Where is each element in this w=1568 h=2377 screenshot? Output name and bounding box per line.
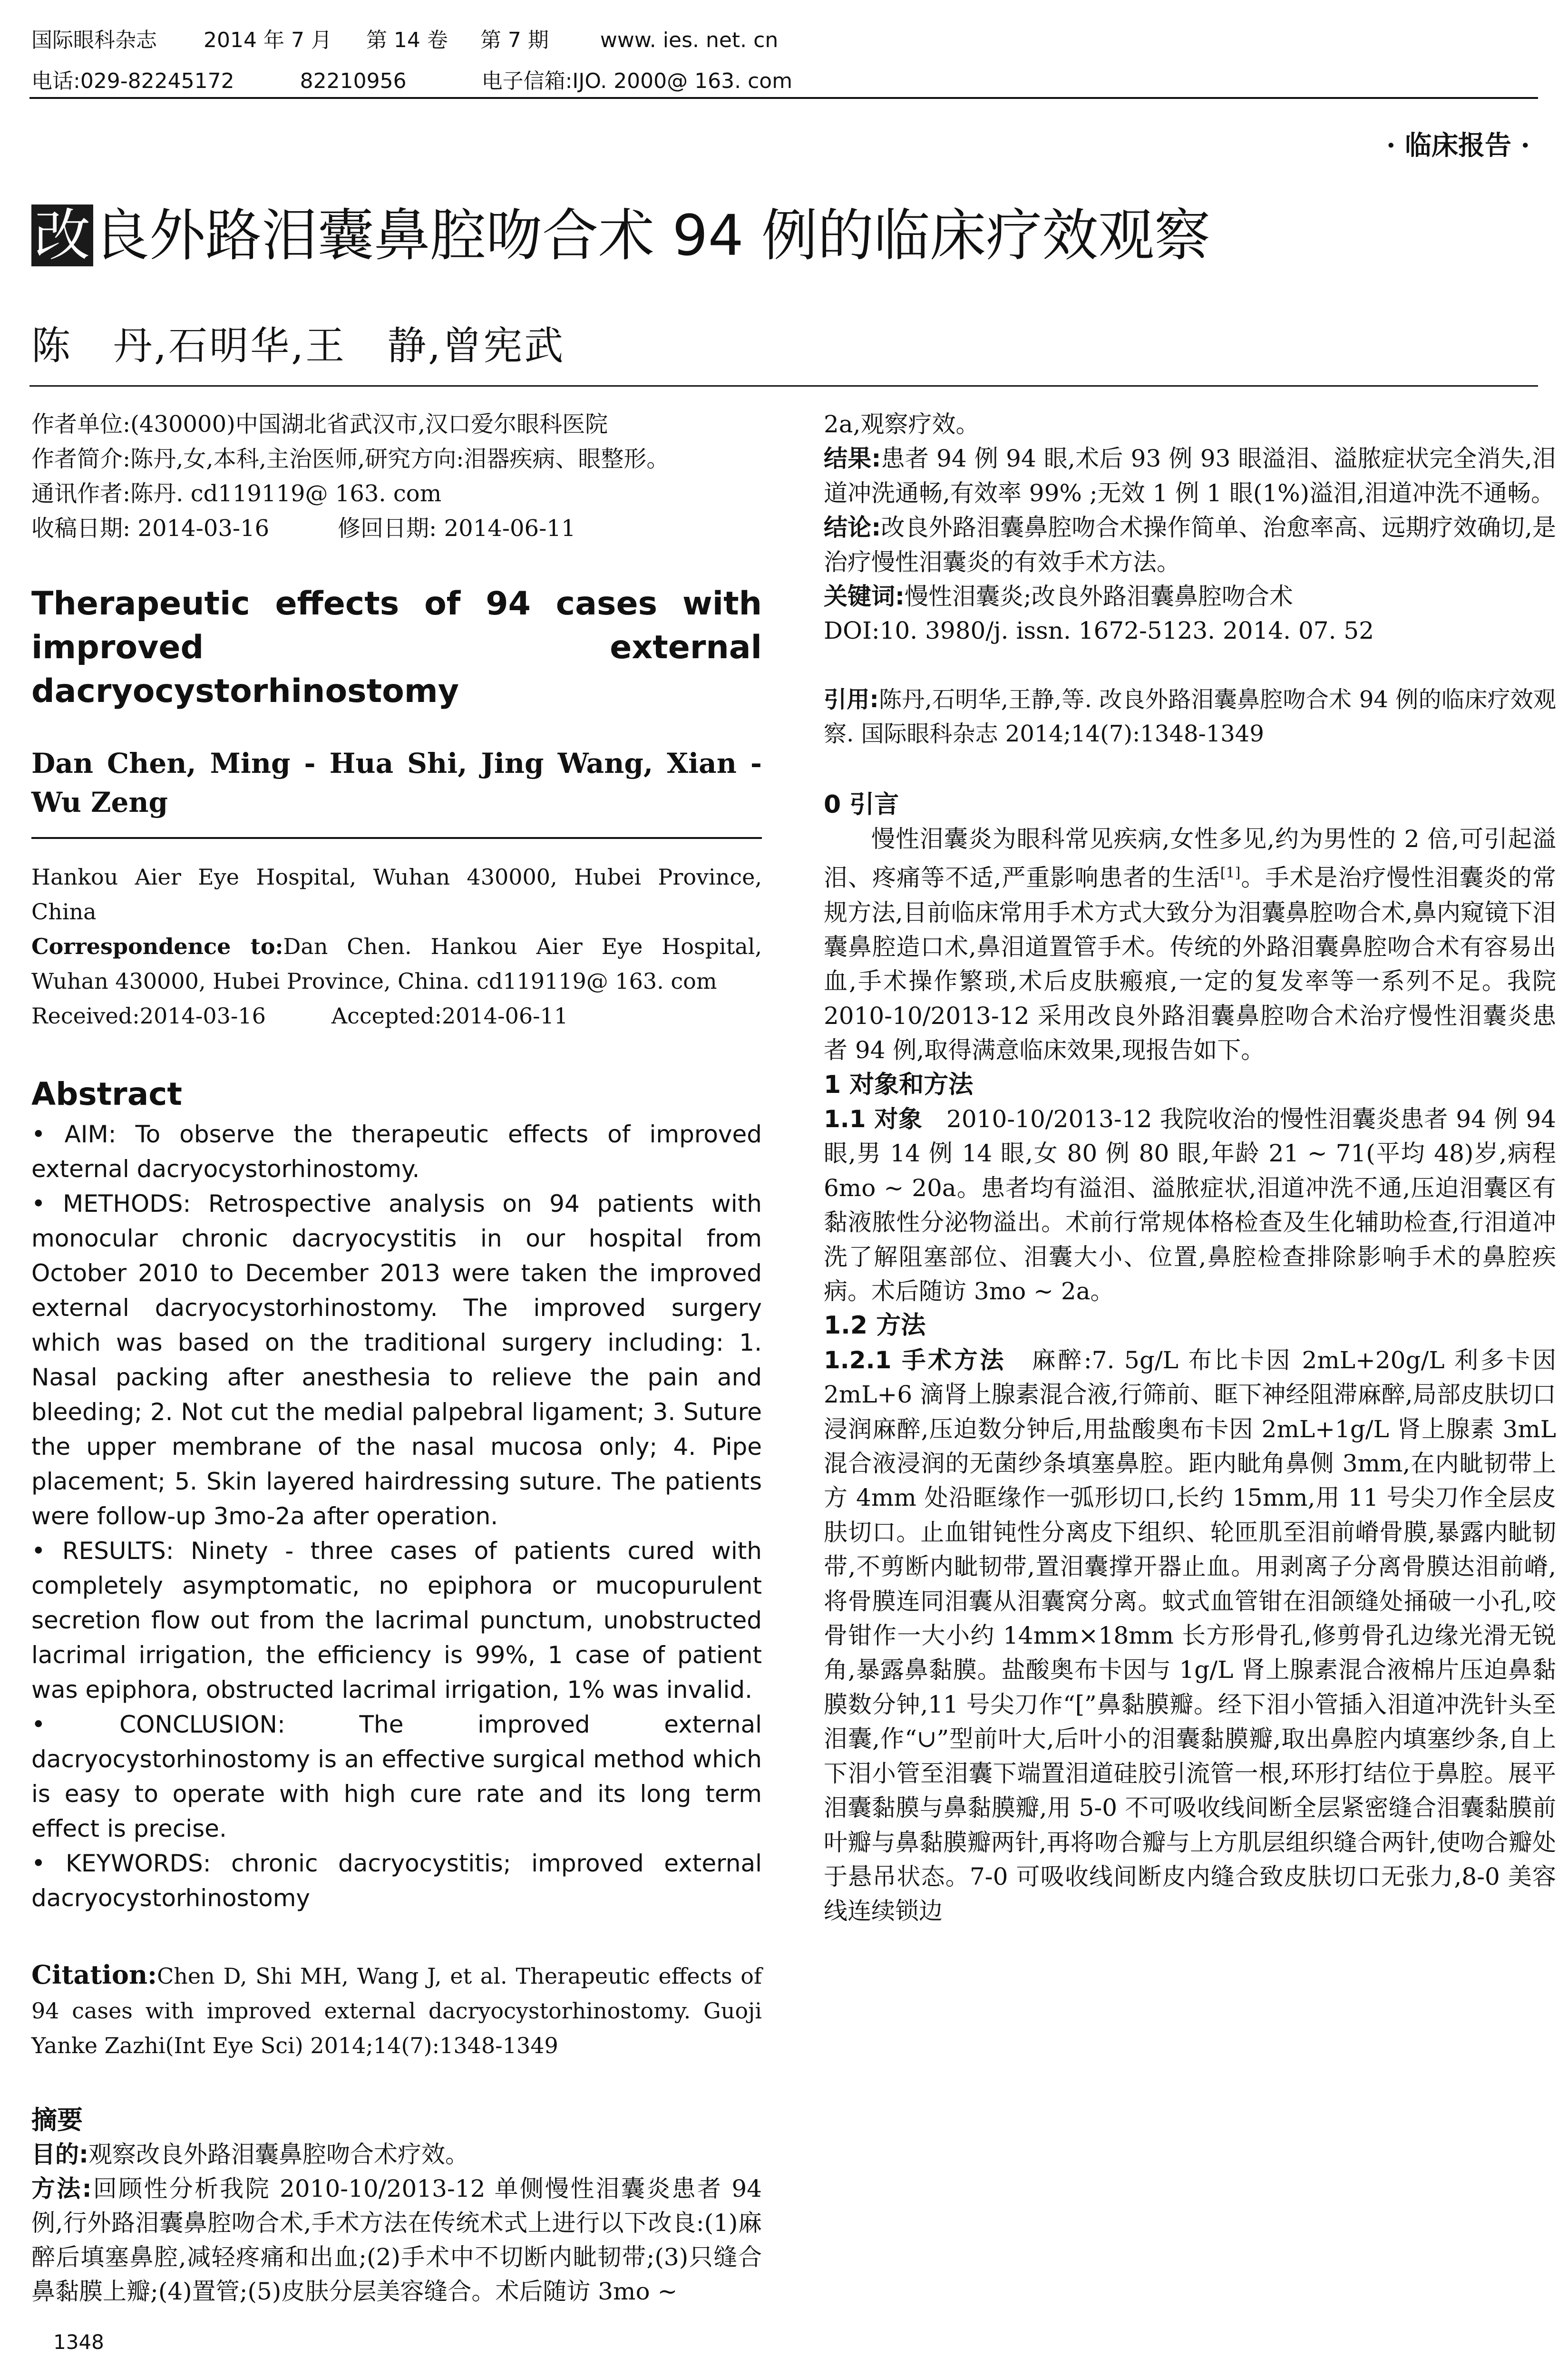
cn-methods-label: 方法: xyxy=(31,2175,92,2202)
english-authors: Dan Chen, Ming - Hua Shi, Jing Wang, Xian - Wu Zeng xyxy=(31,747,762,818)
cn-abstract-heading: 摘要 xyxy=(31,2105,83,2135)
cn-keywords-text: 慢性泪囊炎;改良外路泪囊鼻腔吻合术 xyxy=(905,583,1293,611)
cn-conclusion-text: 改良外路泪囊鼻腔吻合术操作简单、治愈率高、远期疗效确切,是治疗慢性泪囊炎的有效手术方法。 xyxy=(824,514,1556,576)
cn-abstract-continuation: 2a,观察疗效。 xyxy=(824,410,980,438)
journal-email: 电子信箱:IJO. 2000@ 163. com xyxy=(481,69,793,93)
cn-abstract-objective xyxy=(31,2137,762,2172)
intro-text-cont: 。手术是治疗慢性泪囊炎的常规方法,目前临床常用手术方式大致分为泪囊鼻腔吻合术,鼻内窥镜下泪囊鼻腔造口术,鼻泪道置管手术。传统的外路泪囊鼻腔吻合术有容易出血,手术操作繁琐,术后皮肤瘢痕,一定的复发率等一系列不足。我院 2010-10/2013-12 采用改良外路泪囊鼻腔吻合术治疗慢性泪囊炎患者 94 例,取得满意临床效果,现报告如下。 xyxy=(824,864,1556,1064)
header-rule xyxy=(29,97,1538,99)
english-affiliation-block xyxy=(31,860,762,1033)
cn-abstract-part1 xyxy=(31,2137,762,2309)
intro-paragraph xyxy=(824,822,1556,1068)
doi: DOI:10. 3980/j. issn. 1672-5123. 2014. 07. 52 xyxy=(824,617,1374,645)
corresponding-author: 通讯作者:陈丹. cd119119@ 163. com xyxy=(31,480,442,507)
journal-phone2: 82210956 xyxy=(300,69,407,93)
section121-label: 1.2.1 手术方法 xyxy=(824,1346,1006,1374)
intro-reference: [1] xyxy=(1220,865,1241,882)
journal-phone: 电话:029-82245172 xyxy=(31,69,234,93)
author-bio: 作者简介:陈丹,女,本科,主治医师,研究方向:泪器疾病、眼整形。 xyxy=(31,446,670,472)
author-info xyxy=(31,407,762,546)
volume: 第 14 卷 xyxy=(366,28,448,52)
received-accepted: Received:2014-03-16 Accepted:2014-06-11 xyxy=(31,1003,568,1029)
journal-header-line2 xyxy=(31,64,792,94)
cn-citation-text: 陈丹,石明华,王静,等. 改良外路泪囊鼻腔吻合术 94 例的临床疗效观察. 国际眼科杂志 2014;14(7):1348-1349 xyxy=(824,686,1557,748)
issue-number: 第 7 期 xyxy=(480,28,549,52)
author-unit: 作者单位:(430000)中国湖北省武汉市,汉口爱尔眼科医院 xyxy=(31,411,608,438)
authors-cn: 陈 丹,石明华,王 静,曾宪武 xyxy=(31,323,565,369)
cn-objective-text: 观察改良外路泪囊鼻腔吻合术疗效。 xyxy=(88,2141,469,2168)
cn-abstract-conclusion xyxy=(824,510,1556,579)
journal-name: 国际眼科杂志 xyxy=(31,28,157,52)
section11-label: 1.1 对象 xyxy=(824,1105,923,1133)
abstract-keywords: • KEYWORDS: chronic dacryocystitis; improved external dacryocystorhinostomy xyxy=(31,1850,762,1912)
page-number: 1348 xyxy=(53,2330,104,2354)
article-title xyxy=(31,200,1210,271)
right-column xyxy=(824,407,1556,1929)
cn-results-label: 结果: xyxy=(824,445,881,473)
cn-conclusion-label: 结论: xyxy=(824,514,881,542)
abstract-aim: • AIM: To observe the therapeutic effects of improved external dacryocystorhinostomy. xyxy=(31,1120,762,1183)
abstract-heading: Abstract xyxy=(31,1076,182,1112)
abstract-methods: • METHODS: Retrospective analysis on 94 patients with monocular chronic dacryocystitis in our hospital from October 2010 to December 2013 were taken the improved external dacryocystorhinostomy. The improved surgery which was based on the traditional surgery including: 1. Nasal packing after anesthesia to relieve the pain and bleeding; 2. Not cut the medial palpebral ligament; 3. Suture the upper membrane of the nasal mucosa only; 4. Pipe placement; 5. Skin layered hairdressing suture. The patients were follow-up 3mo-2a after operation. xyxy=(31,1190,762,1530)
cn-keywords-label: 关键词: xyxy=(824,583,905,611)
title-text: 良外路泪囊鼻腔吻合术 94 例的临床疗效观察 xyxy=(93,203,1211,268)
journal-website: www. ies. net. cn xyxy=(600,28,779,52)
correspondence-text: Dan Chen. Hankou Aier Eye Hospital, Wuhan 430000, Hubei Province, China. cd119119@ 163. com xyxy=(31,934,762,994)
intro-heading: 0 引言 xyxy=(824,790,899,819)
section11-text: 2010-10/2013-12 我院收治的慢性泪囊炎患者 94 例 94 眼,男 14 例 14 眼,女 80 例 80 眼,年龄 21 ~ 71(平均 48)岁,病程 6mo ~ 20a。患者均有溢泪、溢脓症状,泪道冲洗不通,压迫泪囊区有黏液脓性分泌物溢出。术前行常规体格检查及生化辅助检查,行泪道冲洗了解阻塞部位、泪囊大小、位置,鼻腔检查排除影响手术的鼻腔疾病。术后随访 3mo ~ 2a。 xyxy=(824,1105,1556,1305)
section12-heading: 1.2 方法 xyxy=(824,1311,926,1340)
journal-header-line1 xyxy=(31,23,778,53)
title-rule xyxy=(29,385,1538,387)
english-block-rule xyxy=(31,837,762,839)
received-dates-cn: 收稿日期: 2014-03-16 修回日期: 2014-06-11 xyxy=(31,515,576,542)
section121-paragraph xyxy=(824,1343,1556,1929)
cn-citation-label: 引用: xyxy=(824,686,879,713)
section-tag: · 临床报告 · xyxy=(1386,130,1530,161)
english-abstract xyxy=(31,1117,762,1916)
intro-text: 慢性泪囊炎为眼科常见疾病,女性多见,约为男性的 2 倍,可引起溢泪、疼痛等不适,严重影响患者的生活 xyxy=(824,825,1556,892)
citation-label: Citation: xyxy=(31,1959,157,1990)
section11-paragraph xyxy=(824,1102,1556,1308)
abstract-conclusion: • CONCLUSION: The improved external dacryocystorhinostomy is an effective surgical method which is easy to operate with high cure rate and its long term effect is precise. xyxy=(31,1711,762,1842)
issue-date: 2014 年 7 月 xyxy=(204,28,332,52)
section1-heading: 1 对象和方法 xyxy=(824,1070,974,1099)
cn-results-text: 患者 94 例 94 眼,术后 93 例 93 眼溢泪、溢脓症状完全消失,泪道冲洗通畅,有效率 99% ;无效 1 例 1 眼(1%)溢泪,泪道冲洗不通畅。 xyxy=(824,445,1556,507)
affiliation: Hankou Aier Eye Hospital, Wuhan 430000, Hubei Province, China xyxy=(31,864,762,925)
cn-objective-label: 目的: xyxy=(31,2141,88,2168)
correspondence xyxy=(31,929,762,999)
cn-citation xyxy=(824,682,1556,751)
left-column xyxy=(31,407,762,2309)
title-drop-char: 改 xyxy=(31,205,93,266)
abstract-results: • RESULTS: Ninety - three cases of patients cured with completely asymptomatic, no epiphora or mucopurulent secretion flow out from the lacrimal punctum, unobstructed lacrimal irrigation, the efficiency is 99%, 1 case of patient was epiphora, obstructed lacrimal irrigation, 1% was invalid. xyxy=(31,1537,762,1704)
citation-en xyxy=(31,1958,762,2063)
section121-text: 麻醉:7. 5g/L 布比卡因 2mL+20g/L 利多卡因 2mL+6 滴肾上腺素混合液,行筛前、眶下神经阻滞麻醉,局部皮肤切口浸润麻醉,压迫数分钟后,用盐酸奥布卡因 2mL+1g/L 肾上腺素 3mL 混合液浸润的无菌纱条填塞鼻腔。距内眦角鼻侧 3mm,在内眦韧带上方 4mm 处沿眶缘作一弧形切口,长约 15mm,用 11 号尖刀作全层皮肤切口。止血钳钝性分离皮下组织、轮匝肌至泪前嵴骨膜,暴露内眦韧带,不剪断内眦韧带,置泪囊撑开器止血。用剥离子分离骨膜达泪前嵴,将骨膜连同泪囊从泪囊窝分离。蚊式血管钳在泪颌缝处捅破一小孔,咬骨钳作一大小约 14mm×18mm 长方形骨孔,修剪骨孔边缘光滑无锐角,暴露鼻黏膜。盐酸奥布卡因与 1g/L 肾上腺素混合液棉片压迫鼻黏膜数分钟,11 号尖刀作“[”鼻黏膜瓣。经下泪小管插入泪道冲洗针头至泪囊,作“∪”型前叶大,后叶小的泪囊黏膜瓣,取出鼻腔内填塞纱条,自上下泪小管至泪囊下端置泪道硅胶引流管一根,环形打结位于鼻腔。展平泪囊黏膜与鼻黏膜瓣,用 5-0 不可吸收线间断全层紧密缝合泪囊黏膜前叶瓣与鼻黏膜瓣两针,再将吻合瓣与上方肌层组织缝合两针,使吻合瓣处于悬吊状态。7-0 可吸收线间断皮内缝合致皮肤切口无张力,8-0 美容线连续锁边 xyxy=(824,1346,1557,1925)
citation-text: Chen D, Shi MH, Wang J, et al. Therapeutic effects of 94 cases with improved external dacryocystorhinostomy. Guoji Yanke Zazhi(Int Eye Sci) 2014;14(7):1348-1349 xyxy=(31,1963,762,2058)
english-title: Therapeutic effects of 94 cases with improved external dacryocystorhinostomy xyxy=(31,585,762,710)
cn-abstract-methods xyxy=(31,2172,762,2309)
cn-abstract-keywords xyxy=(824,579,1556,614)
cn-methods-text: 回顾性分析我院 2010-10/2013-12 单侧慢性泪囊炎患者 94 例,行外路泪囊鼻腔吻合术,手术方法在传统术式上进行以下改良:(1)麻醉后填塞鼻腔,减轻疼痛和出血;(2)手术中不切断内眦韧带;(3)只缝合鼻黏膜上瓣;(4)置管;(5)皮肤分层美容缝合。术后随访 3mo ~ xyxy=(31,2175,762,2305)
cn-abstract-results xyxy=(824,441,1556,510)
correspondence-label: Correspondence to: xyxy=(31,934,283,959)
